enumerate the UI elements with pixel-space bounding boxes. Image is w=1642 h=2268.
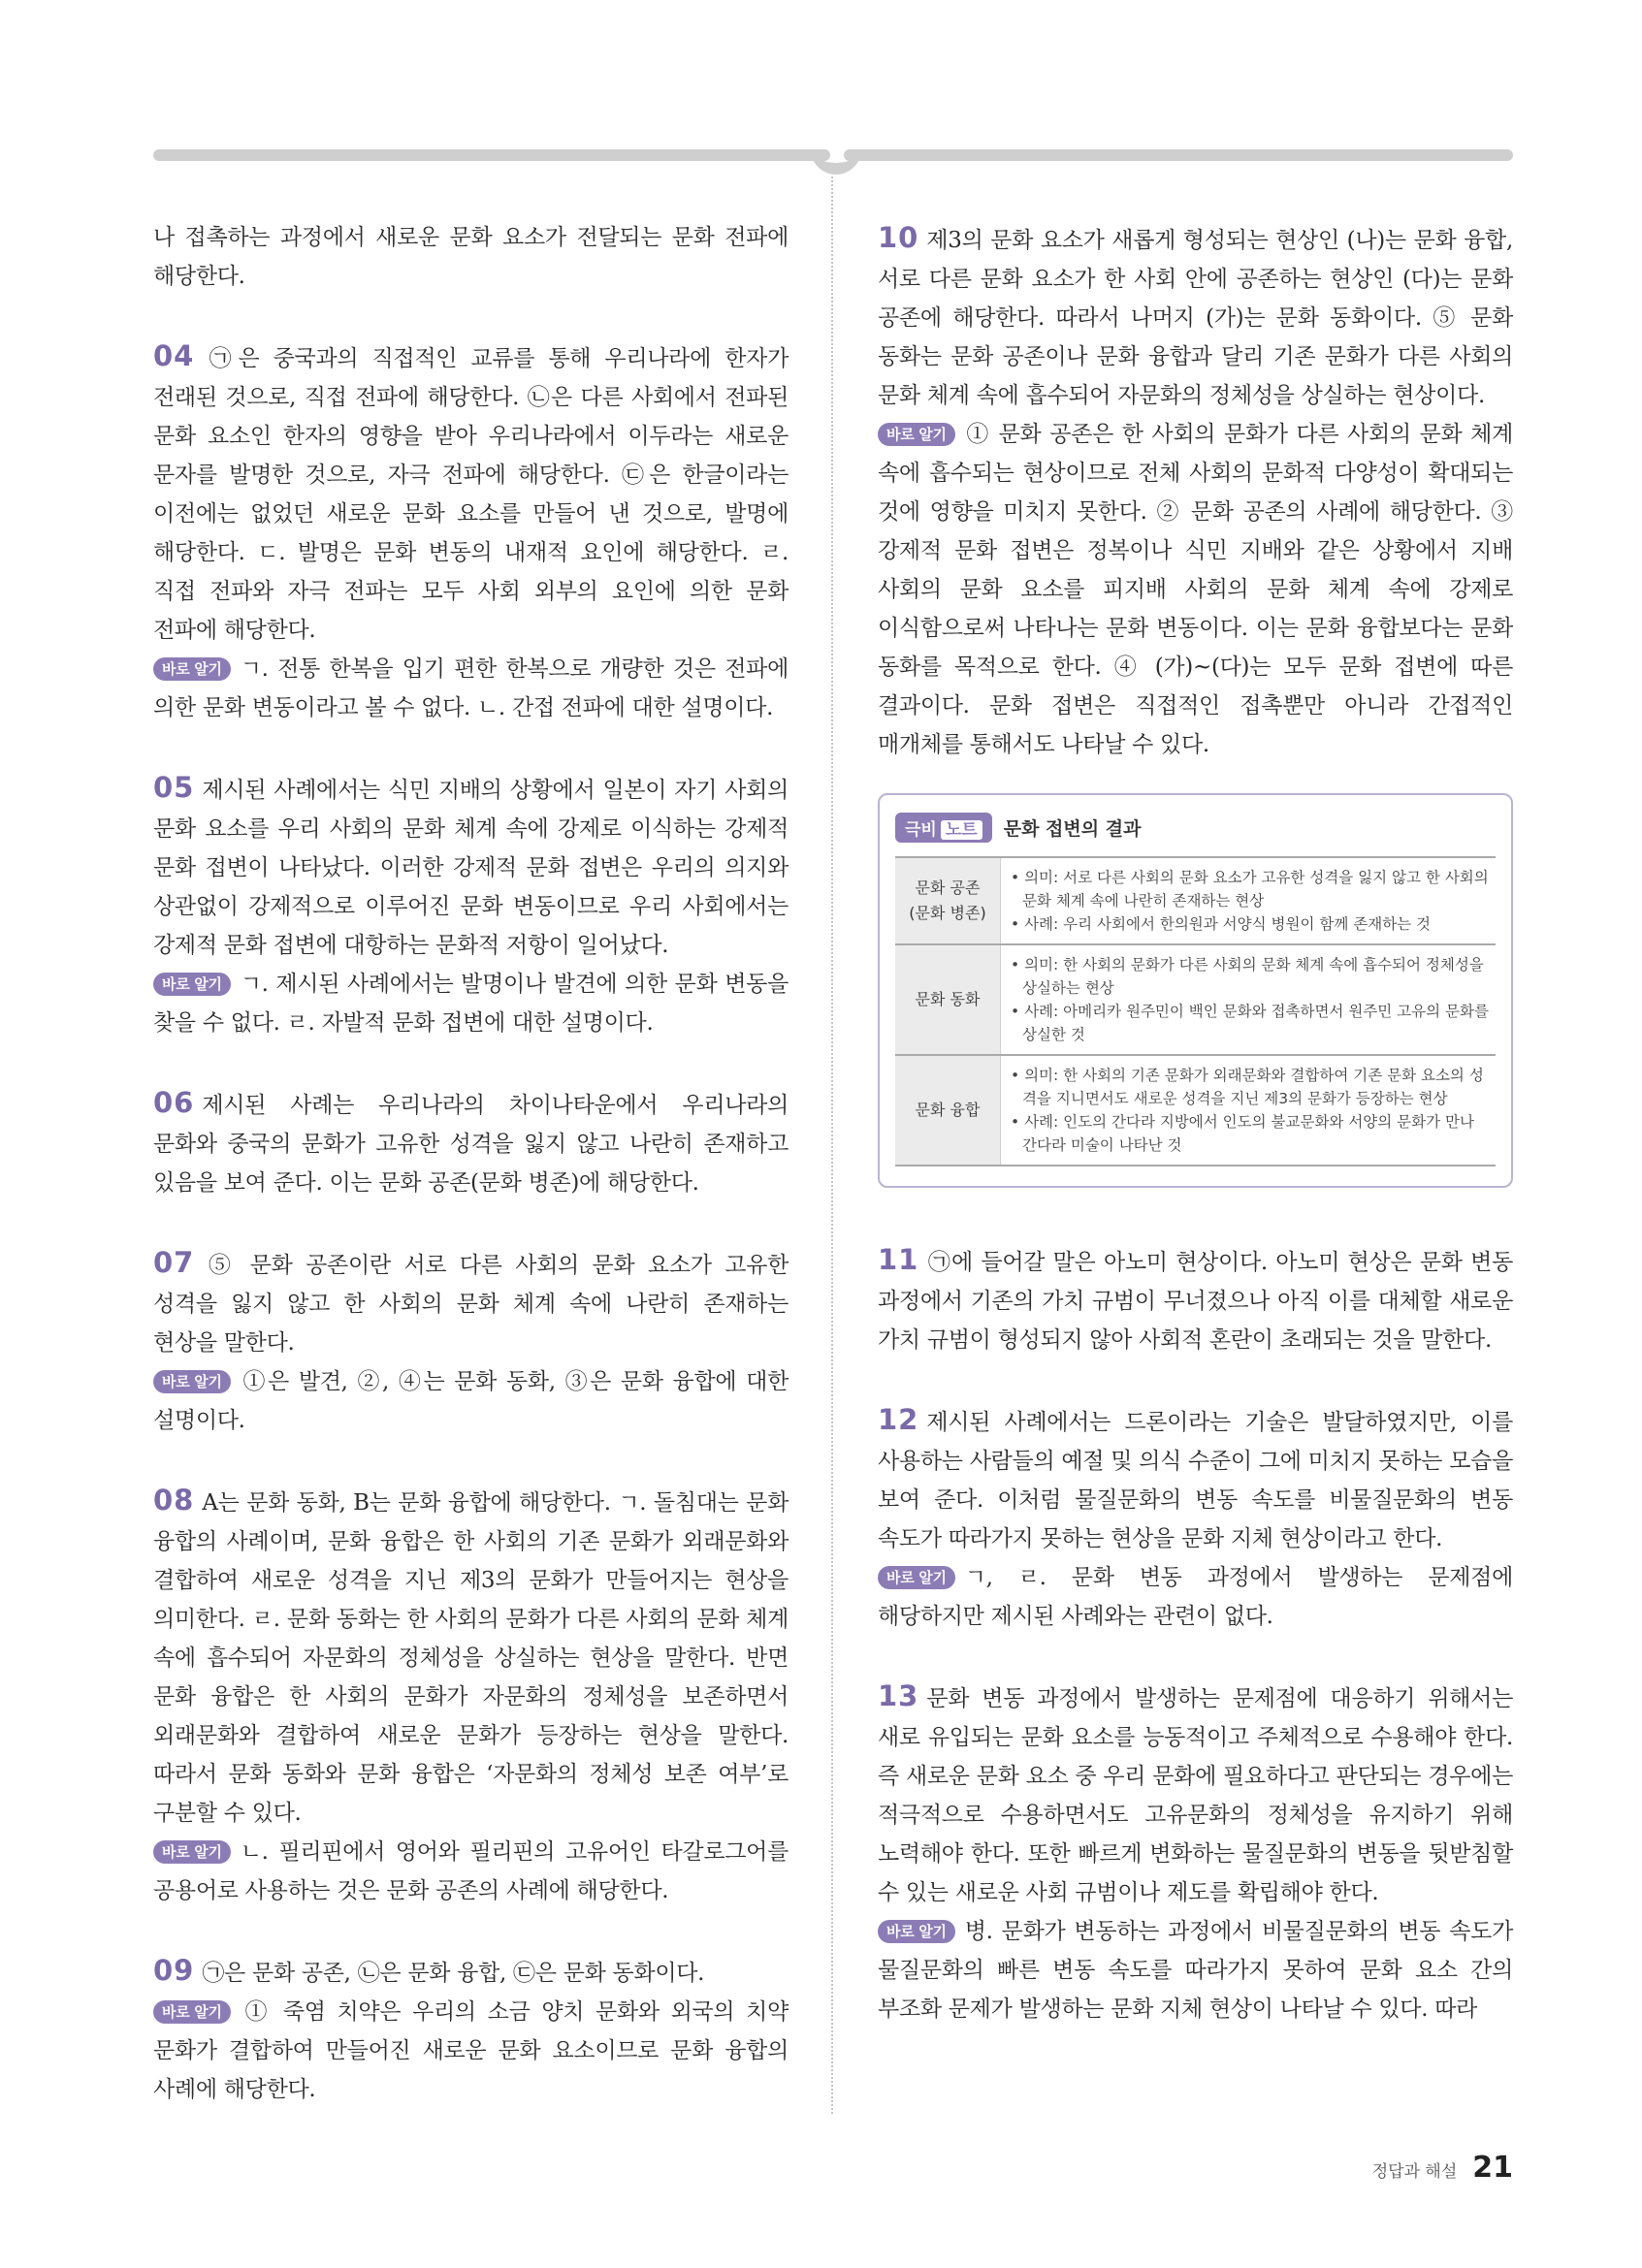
top-decorative-bar: [153, 149, 830, 161]
row-header-line: 문화 융합: [915, 1101, 981, 1119]
answer-text: A는 문화 동화, B는 문화 융합에 해당한다. ㄱ. 돌침대는 문화 융합의 사례이며, 문화 융합은 한 사회의 기존 문화가 외래문화와 결합하여 새로운 성격을 지닌 제3의 문화가 만들어지는 현상을 의미한다. ㄹ. 문화 동화는 한 사회의 문화가 다른 사회의 문화 체계 속에 흡수되어 자문화의 정체성을 상실하는 현상을 말한다. 반면 문화 융합은 한 사회의 문화가 자문화의 정체성을 보존하면서 외래문화와 결합하여 새로운 문화가 등장하는 현상을 말한다. 따라서 문화 동화와 문화 융합은 ‘자문화의 정체성 보존 여부’로 구분할 수 있다.: [153, 1490, 789, 1826]
question-number: 09: [153, 1954, 195, 1987]
answer-09: [153, 1951, 789, 2109]
row-header: [895, 1055, 1001, 1166]
note-header: [895, 813, 1496, 843]
page-footer: [1372, 2151, 1513, 2185]
question-number: 13: [878, 1679, 919, 1712]
answer-13: [878, 1677, 1513, 2028]
row-body: [1001, 1055, 1497, 1166]
footer-label: 정답과 해설: [1371, 2162, 1458, 2182]
answer-text: 제시된 사례에서는 식민 지배의 상황에서 일본이 자기 사회의 문화 요소를 우리 사회의 문화 체계 속에 강제로 이식하는 강제적 문화 접변이 나타났다. 이러한 강제적 문화 접변은 우리의 의지와 상관없이 강제적으로 이루어진 문화 변동이므로 우리 사회에서는 강제적 문화 접변에 대항하는 문화적 저항이 일어났다.: [153, 778, 789, 958]
correction-badge: 바로 알기: [878, 1920, 955, 1943]
correction-text: ㄱ. 제시된 사례에서는 발명이나 발견에 의한 문화 변동을 찾을 수 없다. ㄹ. 자발적 문화 접변에 대한 설명이다.: [153, 972, 789, 1036]
top-decorative-bar: [844, 149, 1513, 161]
correction-badge: 바로 알기: [878, 423, 955, 446]
row-header: [895, 944, 1001, 1055]
question-number: 05: [153, 771, 195, 804]
top-bar-notch: [811, 145, 861, 175]
row-header-line: (문화 병존): [909, 904, 986, 922]
answer-text: ⑤ 문화 공존이란 서로 다른 사회의 문화 요소가 고유한 성격을 잃지 않고 한 사회의 문화 체계 속에 나란히 존재하는 현상을 말한다.: [153, 1253, 789, 1356]
answer-12: [878, 1400, 1513, 1636]
note-badge-text: 극비: [905, 820, 937, 840]
correction-badge: 바로 알기: [878, 1566, 955, 1589]
left-column: [153, 218, 789, 2150]
answer-text: 나 접촉하는 과정에서 새로운 문화 요소가 전달되는 문화 전파에 해당한다.: [153, 225, 789, 289]
answer-06: [153, 1083, 789, 1202]
correction-text: ㄱ, ㄹ. 문화 변동 과정에서 발생하는 문제점에 해당하지만 제시된 사례와는 관련이 없다.: [878, 1565, 1513, 1629]
answer-text: 제3의 문화 요소가 새롭게 형성되는 현상인 (나)는 문화 융합, 서로 다른 문화 요소가 한 사회 안에 공존하는 현상인 (다)는 문화 공존에 해당한다. 따라서 나머지 (가)는 문화 동화이다. ⑤ 문화 동화는 문화 공존이나 문화 융합과 달리 기존 문화가 다른 사회의 문화 체계 속에 흡수되어 자문화의 정체성을 상실하는 현상이다.: [878, 228, 1513, 408]
row-header: [895, 857, 1001, 944]
answer-block: [153, 218, 789, 296]
answer-05: [153, 768, 789, 1042]
answer-text: ㉠에 들어갈 말은 아노미 현상이다. 아노미 현상은 문화 변동 과정에서 기존의 가치 규범이 무너졌으나 아직 이를 대체할 새로운 가치 규범이 형성되지 않아 사회적 혼란이 초래되는 것을 말한다.: [878, 1250, 1513, 1353]
correction-badge: 바로 알기: [153, 1370, 231, 1393]
row-item: • 사례: 우리 사회에서 한의원과 서양식 병원이 함께 존재하는 것: [1011, 915, 1432, 933]
question-number: 12: [878, 1403, 919, 1436]
answer-text: 문화 변동 과정에서 발생하는 문제점에 대응하기 위해서는 새로 유입되는 문화 요소를 능동적이고 주체적으로 수용해야 한다. 즉 새로운 문화 요소 중 우리 문화에 필요하다고 판단되는 경우에는 적극적으로 수용하면서도 고유문화의 정체성을 유지하기 위해 노력해야 한다. 또한 빠르게 변화하는 물질문화의 변동을 뒷받침할 수 있는 새로운 사회 규범이나 제도를 확립해야 한다.: [878, 1686, 1513, 1905]
note-title: 문화 접변의 결과: [1003, 818, 1142, 840]
row-item: • 사례: 아메리카 원주민이 백인 문화와 접촉하면서 원주민 고유의 문화를 상실한 것: [1011, 1003, 1489, 1043]
correction-badge: 바로 알기: [153, 973, 231, 996]
table-row: [895, 857, 1496, 944]
answer-text: ㉠은 중국과의 직접적인 교류를 통해 우리나라에 한자가 전래된 것으로, 직접 전파에 해당한다. ㉡은 다른 사회에서 전파된 문화 요소인 한자의 영향을 받아 우리나라에서 이두라는 새로운 문자를 발명한 것으로, 자극 전파에 해당한다. ㉢은 한글이라는 이전에는 없었던 새로운 문화 요소를 만들어 낸 것으로, 발명에 해당한다. ㄷ. 발명은 문화 변동의 내재적 요인에 해당한다. ㄹ. 직접 전파와 자극 전파는 모두 사회 외부의 요인에 의한 문화 전파에 해당한다.: [153, 346, 789, 643]
row-item: • 의미: 한 사회의 기존 문화가 외래문화와 결합하여 기존 문화 요소의 성격을 지니면서도 새로운 성격을 지닌 제3의 문화가 등장하는 현상: [1011, 1067, 1484, 1107]
row-header-line: 문화 동화: [915, 990, 981, 1008]
question-number: 08: [153, 1484, 195, 1517]
table-row: [895, 944, 1496, 1055]
correction-badge: 바로 알기: [153, 2000, 231, 2024]
correction-text: 병. 문화가 변동하는 과정에서 비물질문화의 변동 속도가 물질문화의 빠른 변동 속도를 따라가지 못하여 문화 요소 간의 부조화 문제가 발생하는 문화 지체 현상이 나타날 수 있다. 따라: [878, 1919, 1513, 2022]
secret-note-box: [878, 793, 1513, 1188]
answer-10: [878, 218, 1513, 764]
note-book-icon: 노트: [941, 820, 982, 840]
answer-08: [153, 1481, 789, 1910]
note-table: [895, 856, 1496, 1166]
column-divider: [831, 176, 833, 2114]
row-item: • 의미: 한 사회의 문화가 다른 사회의 문화 체계 속에 흡수되어 정체성을 상실하는 현상: [1011, 956, 1484, 997]
row-item: • 의미: 서로 다른 사회의 문화 요소가 고유한 성격을 잃지 않고 한 사회의 문화 체계 속에 나란히 존재하는 현상: [1011, 869, 1489, 910]
answer-text: 제시된 사례는 우리나라의 차이나타운에서 우리나라의 문화와 중국의 문화가 고유한 성격을 잃지 않고 나란히 존재하고 있음을 보여 준다. 이는 문화 공존(문화 병존)에 해당한다.: [153, 1093, 789, 1196]
row-header-line: 문화 공존: [915, 878, 981, 897]
question-number: 07: [153, 1246, 195, 1279]
answer-07: [153, 1243, 789, 1440]
answer-text: 제시된 사례에서는 드론이라는 기술은 발달하였지만, 이를 사용하는 사람들의 예절 및 의식 수준이 그에 미치지 못하는 모습을 보여 준다. 이처럼 물질문화의 변동 속도를 비물질문화의 변동 속도가 따라가지 못하는 현상을 문화 지체 현상이라고 한다.: [878, 1410, 1513, 1551]
page-number: 21: [1472, 2151, 1513, 2185]
table-row: [895, 1055, 1496, 1166]
question-number: 10: [878, 221, 919, 254]
answer-04: [153, 336, 789, 727]
note-badge: [895, 813, 992, 843]
row-body: [1001, 857, 1497, 944]
row-item: • 사례: 인도의 간다라 지방에서 인도의 불교문화와 서양의 문화가 만나 간다라 미술이 나타난 것: [1011, 1113, 1474, 1154]
correction-text: ① 문화 공존은 한 사회의 문화가 다른 사회의 문화 체계 속에 흡수되는 현상이므로 전체 사회의 문화적 다양성이 확대되는 것에 영향을 미치지 못한다. ② 문화 공존의 사례에 해당한다. ③ 강제적 문화 접변은 정복이나 식민 지배와 같은 상황에서 지배 사회의 문화 요소를 피지배 사회의 문화 체계 속에 강제로 이식함으로써 나타나는 문화 변동이다. 이는 문화 융합보다는 문화 동화를 목적으로 한다. ④ (가)~(다)는 모두 문화 접변에 따른 결과이다. 문화 접변은 직접적인 접촉뿐만 아니라 간접적인 매개체를 통해서도 나타날 수 있다.: [878, 422, 1513, 757]
question-number: 04: [153, 339, 195, 372]
correction-text: ①은 발견, ②, ④는 문화 동화, ③은 문화 융합에 대한 설명이다.: [153, 1369, 789, 1433]
question-number: 11: [878, 1243, 919, 1276]
correction-text: ① 죽염 치약은 우리의 소금 양치 문화와 외국의 치약 문화가 결합하여 만들어진 새로운 문화 요소이므로 문화 융합의 사례에 해당한다.: [153, 1999, 789, 2102]
correction-text: ㄴ. 필리핀에서 영어와 필리핀의 고유어인 타갈로그어를 공용어로 사용하는 것은 문화 공존의 사례에 해당한다.: [153, 1839, 789, 1903]
question-number: 06: [153, 1086, 195, 1119]
answer-11: [878, 1240, 1513, 1359]
answer-text: ㉠은 문화 공존, ㉡은 문화 융합, ㉢은 문화 동화이다.: [202, 1961, 705, 1986]
right-column: [878, 218, 1513, 2069]
correction-badge: 바로 알기: [153, 657, 231, 681]
correction-badge: 바로 알기: [153, 1840, 231, 1864]
row-body: [1001, 944, 1497, 1055]
correction-text: ㄱ. 전통 한복을 입기 편한 한복으로 개량한 것은 전파에 의한 문화 변동이라고 볼 수 없다. ㄴ. 간접 전파에 대한 설명이다.: [153, 656, 789, 720]
